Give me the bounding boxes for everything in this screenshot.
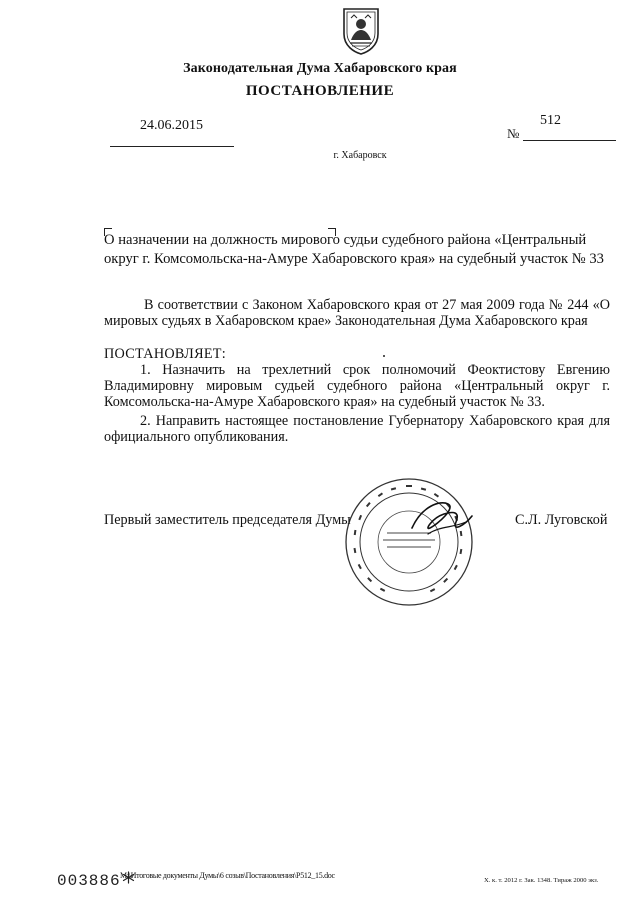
document-serial-number: 003886 [57,872,121,890]
signatory-title: Первый заместитель председателя Думы [104,512,351,528]
city: г. Хабаровск [333,150,387,161]
resolution-item-1: 1. Назначить на трехлетний срок полномочий Феоктистову Евгению Владимировну мировым судьей судебного района «Центральный округ г. Комсомольска-на-Амуре Хабаровского края» на судебный участок № 33. [104,362,610,410]
organization-name: Законодательная Дума Хабаровского края [183,61,457,76]
file-path: M:\Итоговые документы Думы\6 созыв\Постановления\P512_15.doc [120,871,335,880]
document-date: 24.06.2015 [140,118,203,133]
resolution-item-2: 2. Направить настоящее постановление Губернатору Хабаровского края для официального опубликования. [104,413,610,445]
official-stamp [343,476,475,608]
resolves-heading: ПОСТАНОВЛЯЕТ: [104,346,227,362]
document-subject: О назначении на должность мирового судьи судебного района «Центральный округ г. Комсомольска-на-Амуре Хабаровского края» на судебный участок № 33 [104,232,604,267]
signatory-name: С.Л. Луговской [515,512,608,528]
number-label: № [507,126,520,141]
preamble-paragraph: В соответствии с Законом Хабаровского края от 27 мая 2009 года № 244 «О мировых судьях в Хабаровском крае» Законодательная Дума Хабаровского края [104,297,610,329]
coat-of-arms-emblem [338,6,384,56]
document-type: ПОСТАНОВЛЕНИЕ [245,83,395,99]
date-underline [110,146,234,147]
number-underline [523,140,616,141]
handwritten-signature [408,498,478,540]
print-info: Х. к. т. 2012 г. Зак. 1348. Тираж 2000 экз. [484,877,599,884]
scan-dot [383,355,385,357]
document-number: 512 [540,113,561,128]
